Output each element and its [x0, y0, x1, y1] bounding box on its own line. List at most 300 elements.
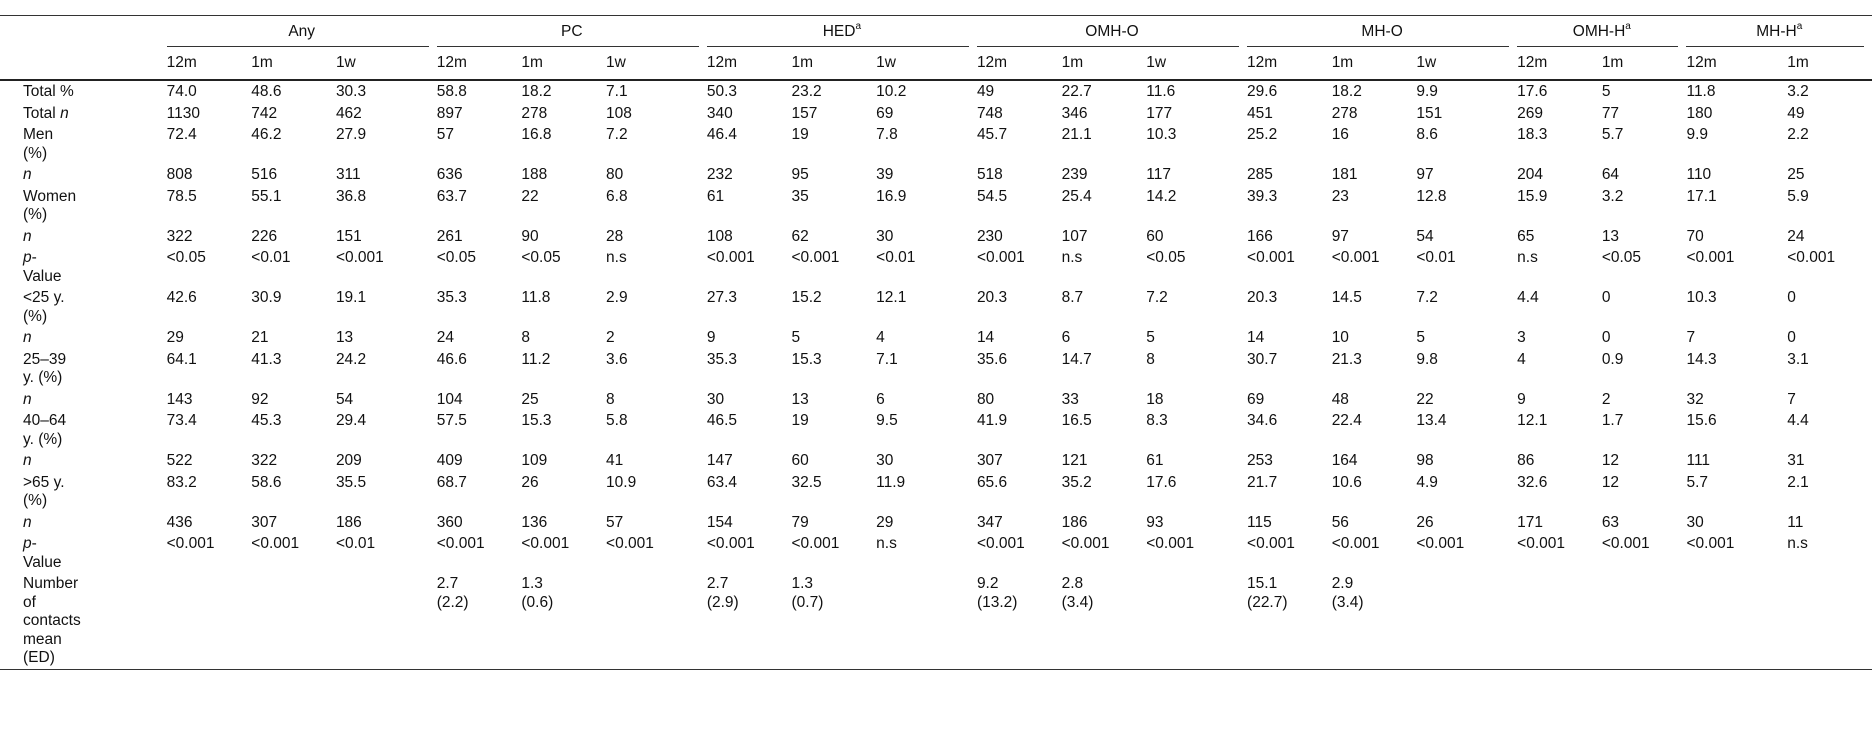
table-cell: 36.8: [335, 187, 367, 205]
table-cell: [876, 573, 977, 669]
table-cell: 27.9: [335, 126, 367, 143]
period-header: 1w: [876, 47, 977, 80]
table-cell: 462: [335, 104, 362, 122]
period-header: 12m: [437, 47, 522, 80]
row-label: [0, 226, 167, 248]
table-cell: 61: [1146, 452, 1164, 469]
table-body: [0, 80, 1872, 669]
table-cell: 15.3: [791, 350, 822, 368]
table-cell: n.s: [1787, 535, 1808, 552]
table-cell: 83.2: [166, 473, 197, 491]
table-cell: 95: [791, 166, 809, 183]
table-cell: 14.2: [1146, 187, 1177, 205]
table-cell: <0.001: [166, 535, 215, 552]
period-header: 1w: [606, 47, 707, 80]
table-cell: 58.6: [251, 473, 282, 491]
table-cell: 64: [1601, 166, 1620, 183]
table-cell: 10.2: [876, 83, 907, 100]
table-cell: 307: [976, 452, 1003, 469]
table-cell: 58.8: [436, 83, 467, 100]
period-header: 12m: [1517, 47, 1602, 80]
table-cell: 121: [1061, 452, 1088, 469]
row-label: Men (%): [23, 126, 54, 162]
table-cell: 46.4: [706, 126, 738, 143]
table-cell: 117: [1146, 166, 1171, 183]
period-header: 12m: [1247, 47, 1332, 80]
table-cell: 30: [876, 452, 894, 469]
row-label: >65 y. (%): [23, 473, 65, 509]
table-cell: 16.8: [521, 126, 552, 143]
table-cell: 48.6: [251, 83, 282, 100]
table-cell: 15.9: [1517, 187, 1548, 205]
period-header: 12m: [707, 47, 792, 80]
table-cell: 151: [1416, 104, 1443, 122]
table-cell: 9: [706, 329, 716, 346]
table-cell: 16: [1331, 126, 1349, 143]
table-cell: 29: [876, 513, 894, 531]
table-row: [0, 103, 1872, 125]
table-cell: 322: [251, 452, 278, 469]
row-label: p- Value: [23, 535, 62, 571]
table-cell: <0.001: [1331, 535, 1380, 552]
table-cell: 2: [606, 329, 615, 346]
table-row: [0, 410, 1872, 450]
table-cell: 261: [436, 227, 463, 245]
n-label: n: [23, 329, 32, 346]
table-cell: 9.5: [876, 412, 898, 429]
table-cell: 13.4: [1416, 412, 1447, 429]
group-header-label: PC: [561, 22, 583, 40]
table-cell: 22.4: [1331, 412, 1362, 429]
period-header: 1m: [1602, 47, 1687, 80]
table-cell: 8.3: [1146, 412, 1168, 429]
table-cell: 204: [1517, 166, 1544, 183]
table-cell: [1146, 573, 1247, 669]
table-cell: 522: [166, 452, 193, 469]
table-cell: 18: [1146, 390, 1164, 408]
period-header-row: [0, 47, 1872, 80]
table-cell: 11.6: [1146, 83, 1176, 100]
table-cell: 60: [1146, 227, 1164, 245]
table-cell: 78.5: [166, 187, 197, 205]
row-label: [0, 512, 167, 534]
table-cell: 322: [166, 227, 193, 245]
table-cell: 5: [1416, 329, 1425, 346]
table-cell: 12: [1601, 473, 1620, 491]
table-cell: 69: [876, 104, 894, 122]
n-label: n: [23, 390, 32, 408]
table-cell: 49: [976, 83, 995, 100]
table-cell: 5: [1146, 329, 1155, 346]
table-cell: 32.6: [1517, 473, 1548, 491]
row-label: 25–39 y. (%): [23, 350, 67, 386]
table-cell: 54: [335, 390, 354, 408]
group-header-mh-h: [1686, 16, 1872, 48]
table-row: [0, 573, 1872, 669]
table-cell: 15.6: [1686, 412, 1717, 429]
table-cell: n.s: [876, 535, 897, 552]
table-cell: 3.2: [1601, 187, 1624, 205]
table-cell: 35: [791, 187, 809, 205]
table-cell: 18.2: [1331, 83, 1362, 100]
n-label: n: [23, 452, 32, 469]
table-cell: 30.9: [251, 289, 282, 306]
table-cell: 63.7: [436, 187, 467, 205]
table-cell: 19.1: [335, 289, 367, 306]
table-cell: 60: [791, 452, 809, 469]
table-cell: <0.01: [876, 249, 916, 266]
table-cell: 4: [876, 329, 885, 346]
table-row: [0, 186, 1872, 226]
table-cell: 23.2: [791, 83, 822, 100]
table-cell: 14.5: [1331, 289, 1362, 306]
table-cell: 742: [251, 104, 278, 122]
table-cell: [1787, 573, 1872, 669]
table-cell: 226: [251, 227, 278, 245]
table-cell: <0.05: [1146, 249, 1186, 266]
table-cell: 5.7: [1601, 126, 1624, 143]
table-cell: <0.001: [791, 249, 840, 266]
table-cell: 54.5: [976, 187, 1008, 205]
table-cell: 32: [1686, 390, 1704, 408]
table-cell: 115: [1247, 513, 1272, 531]
table-cell: 14.3: [1686, 350, 1717, 368]
row-label: Total n: [23, 104, 69, 122]
table-cell: 636: [436, 166, 463, 183]
table-cell: 15.3: [521, 412, 552, 429]
table-cell: 21.7: [1247, 473, 1278, 491]
table-cell: 7.1: [606, 83, 628, 100]
table-cell: 360: [436, 513, 463, 531]
table-cell: 29.6: [1247, 83, 1278, 100]
group-header-omh-o: [977, 16, 1247, 48]
period-header: 1w: [336, 47, 437, 80]
table-cell: [1602, 573, 1687, 669]
table-cell: 11.9: [876, 473, 906, 491]
table-cell: 56: [1331, 513, 1349, 531]
table-cell: [1686, 573, 1787, 669]
table-row: [0, 164, 1872, 186]
table-cell: 436: [166, 513, 193, 531]
period-header: 12m: [1686, 47, 1787, 80]
table-cell: 171: [1517, 513, 1544, 531]
group-header-label: MH-O: [1361, 22, 1403, 40]
table-cell: 20.3: [1247, 289, 1278, 306]
table-cell: 39.3: [1247, 187, 1278, 205]
table-cell: 2.1: [1787, 473, 1809, 491]
table-cell: 49: [1787, 104, 1805, 122]
table-cell: 7.1: [876, 350, 898, 368]
row-label: p- Value: [23, 249, 62, 285]
period-header: 12m: [977, 47, 1062, 80]
table-cell: 109: [521, 452, 548, 469]
table-cell: 311: [335, 166, 361, 183]
table-cell: 68.7: [436, 473, 467, 491]
table-cell: 30.7: [1247, 350, 1278, 368]
group-header-omh-h: [1517, 16, 1686, 48]
table-cell: 57: [436, 126, 454, 143]
table-cell: 14: [1247, 329, 1265, 346]
table-row: [0, 327, 1872, 349]
table-cell: 21.1: [1061, 126, 1092, 143]
table-cell: 285: [1247, 166, 1273, 183]
table-cell: 24.2: [335, 350, 367, 368]
table-cell: 10.6: [1331, 473, 1362, 491]
n-label: n: [23, 227, 32, 245]
table-cell: 409: [436, 452, 463, 469]
table-cell: 8.7: [1061, 289, 1084, 306]
table-cell: [251, 573, 336, 669]
table-row: [0, 124, 1872, 164]
table-cell: 63.4: [706, 473, 738, 491]
n-label: n: [23, 513, 32, 531]
row-label-header: [0, 47, 167, 80]
table-cell: 164: [1331, 452, 1358, 469]
table-cell: 86: [1517, 452, 1535, 469]
table-cell: 2.7 (2.9): [707, 573, 792, 669]
data-table-wrapper: [0, 15, 1872, 670]
table-cell: 278: [1331, 104, 1358, 122]
footnote-marker: a: [1796, 20, 1803, 32]
table-cell: 25.4: [1061, 187, 1092, 205]
table-cell: 0: [1787, 329, 1796, 346]
table-cell: 69: [1247, 390, 1265, 408]
table-cell: 28: [606, 227, 624, 245]
table-cell: 177: [1146, 104, 1173, 122]
table-cell: 57: [606, 513, 624, 531]
table-cell: 11: [1787, 513, 1804, 531]
group-header-mh-o: [1247, 16, 1517, 48]
group-header-label: HED: [822, 22, 856, 40]
table-cell: 154: [706, 513, 733, 531]
table-cell: 2.8 (3.4): [1062, 573, 1147, 669]
table-cell: 17.6: [1517, 83, 1548, 100]
table-cell: 10: [1331, 329, 1349, 346]
table-cell: 22: [1416, 390, 1434, 408]
table-cell: 13: [335, 329, 354, 346]
group-header-label: MH-H: [1756, 22, 1797, 40]
table-cell: 8: [521, 329, 530, 346]
table-cell: <0.05: [436, 249, 476, 266]
table-cell: 32.5: [791, 473, 822, 491]
table-cell: 16.9: [876, 187, 907, 205]
table-cell: 21.3: [1331, 350, 1362, 368]
table-cell: 0: [1601, 329, 1611, 346]
table-cell: 8: [606, 390, 615, 408]
table-cell: <0.001: [1601, 535, 1650, 552]
table-cell: 57.5: [436, 412, 467, 429]
table-cell: 29.4: [335, 412, 367, 429]
table-cell: 143: [166, 390, 193, 408]
table-cell: 7: [1787, 390, 1796, 408]
table-cell: <0.001: [791, 535, 840, 552]
table-cell: n.s: [1061, 249, 1083, 266]
table-cell: 1.3 (0.7): [792, 573, 877, 669]
table-cell: 19: [791, 126, 809, 143]
group-header-any: [167, 16, 437, 48]
group-header-row: [0, 16, 1872, 48]
n-label: n: [23, 166, 32, 183]
table-cell: 340: [706, 104, 733, 122]
table-cell: 157: [791, 104, 818, 122]
table-cell: 25: [1787, 166, 1805, 183]
table-cell: 35.2: [1061, 473, 1092, 491]
table-cell: <0.001: [436, 535, 485, 552]
table-cell: <0.001: [1146, 535, 1195, 552]
table-cell: <0.001: [1517, 535, 1565, 552]
table-cell: 5.9: [1787, 187, 1809, 205]
table-cell: 15.1 (22.7): [1247, 573, 1332, 669]
table-cell: 151: [335, 227, 362, 245]
table-cell: 2.9: [606, 289, 628, 306]
table-cell: n.s: [606, 249, 627, 266]
table-cell: 1.3 (0.6): [521, 573, 606, 669]
table-cell: 5.7: [1686, 473, 1709, 491]
table-cell: 7.2: [1146, 289, 1168, 306]
table-cell: 147: [706, 452, 733, 469]
table-cell: 29: [166, 329, 184, 346]
table-row: [0, 80, 1872, 103]
table-cell: [606, 573, 707, 669]
table-cell: 24: [436, 329, 454, 346]
table-cell: 2.9 (3.4): [1332, 573, 1417, 669]
table-cell: 107: [1061, 227, 1088, 245]
table-cell: 14.7: [1061, 350, 1092, 368]
table-cell: 30: [876, 227, 894, 245]
table-cell: 48: [1331, 390, 1349, 408]
table-cell: <0.01: [251, 249, 291, 266]
table-cell: 8: [1146, 350, 1155, 368]
table-cell: 0: [1787, 289, 1796, 306]
table-cell: [167, 573, 252, 669]
period-header: 1m: [1787, 47, 1872, 80]
table-cell: 15.2: [791, 289, 822, 306]
table-cell: 11.2: [521, 350, 551, 368]
row-label: Number of contacts mean (ED): [0, 573, 167, 669]
table-cell: 34.6: [1247, 412, 1278, 429]
table-cell: 70: [1686, 227, 1704, 245]
table-cell: 3.6: [606, 350, 628, 368]
table-cell: 4: [1517, 350, 1526, 368]
table-row: [0, 512, 1872, 534]
group-header-pc: [437, 16, 707, 48]
table-cell: 269: [1517, 104, 1544, 122]
period-header: 1m: [1062, 47, 1147, 80]
table-cell: 5.8: [606, 412, 628, 429]
table-cell: <0.001: [1061, 535, 1110, 552]
table-cell: 0: [1601, 289, 1611, 306]
row-label: [0, 164, 167, 186]
table-cell: 74.0: [166, 83, 197, 100]
table-cell: 97: [1331, 227, 1349, 245]
table-cell: [1517, 573, 1602, 669]
table-cell: 166: [1247, 227, 1273, 245]
table-cell: 186: [335, 513, 362, 531]
header-corner: [0, 16, 167, 48]
table-cell: 98: [1416, 452, 1434, 469]
table-cell: 307: [251, 513, 278, 531]
table-cell: 30: [1686, 513, 1704, 531]
table-cell: 41: [606, 452, 624, 469]
table-cell: <0.001: [1247, 249, 1295, 266]
row-label: [0, 450, 167, 472]
table-cell: 12.1: [1517, 412, 1548, 429]
table-cell: 9.8: [1416, 350, 1438, 368]
table-cell: 39: [876, 166, 894, 183]
table-cell: 20.3: [976, 289, 1008, 306]
period-header: 12m: [167, 47, 252, 80]
footnote-marker: a: [1625, 20, 1631, 32]
table-cell: 46.6: [436, 350, 467, 368]
table-cell: <0.001: [1247, 535, 1295, 552]
table-cell: 7.2: [606, 126, 628, 143]
table-cell: <0.05: [1601, 249, 1642, 266]
table-cell: 2: [1601, 390, 1611, 408]
table-row: [0, 389, 1872, 411]
table-cell: 13: [1601, 227, 1620, 245]
table-cell: 1130: [166, 104, 200, 122]
table-cell: 25.2: [1247, 126, 1278, 143]
table-cell: 2.2: [1787, 126, 1809, 143]
table-cell: 12: [1601, 452, 1620, 469]
table-cell: 748: [976, 104, 1003, 122]
table-cell: 63: [1601, 513, 1620, 531]
table-cell: 41.9: [976, 412, 1008, 429]
table-cell: <0.001: [976, 249, 1025, 266]
table-cell: 41.3: [251, 350, 282, 368]
table-cell: 3.1: [1787, 350, 1809, 368]
table-cell: 7: [1686, 329, 1696, 346]
table-cell: 79: [791, 513, 809, 531]
table-cell: 18.3: [1517, 126, 1548, 143]
table-cell: 65: [1517, 227, 1535, 245]
table-cell: 136: [521, 513, 548, 531]
table-cell: 25: [521, 390, 539, 408]
table-cell: 46.2: [251, 126, 282, 143]
table-cell: 14: [976, 329, 995, 346]
table-cell: 24: [1787, 227, 1805, 245]
row-label: [0, 327, 167, 349]
table-cell: 10.9: [606, 473, 637, 491]
table-row: [0, 349, 1872, 389]
table-cell: 4.9: [1416, 473, 1438, 491]
row-label: Women (%): [23, 187, 77, 223]
period-header: 1m: [521, 47, 606, 80]
table-cell: 31: [1787, 452, 1805, 469]
table-cell: 45.7: [976, 126, 1008, 143]
table-cell: 232: [706, 166, 733, 183]
table-cell: 35.6: [976, 350, 1008, 368]
row-label: <25 y. (%): [23, 289, 65, 325]
table-cell: 97: [1416, 166, 1434, 183]
table-cell: 17.6: [1146, 473, 1177, 491]
table-cell: 111: [1686, 452, 1711, 469]
table-cell: <0.001: [1416, 535, 1465, 552]
table-row: [0, 247, 1872, 287]
table-cell: 22: [521, 187, 539, 205]
table-cell: <0.01: [1416, 249, 1456, 266]
table-cell: 26: [1416, 513, 1434, 531]
group-header-label: OMH-O: [1085, 22, 1139, 40]
table-cell: 22.7: [1061, 83, 1092, 100]
table-cell: 11.8: [521, 289, 551, 306]
table-cell: 1.7: [1601, 412, 1624, 429]
row-label: 40–64 y. (%): [23, 412, 67, 448]
table-cell: 72.4: [166, 126, 197, 143]
table-cell: 808: [166, 166, 193, 183]
period-header: 1m: [251, 47, 336, 80]
group-header-hed: [707, 16, 977, 48]
